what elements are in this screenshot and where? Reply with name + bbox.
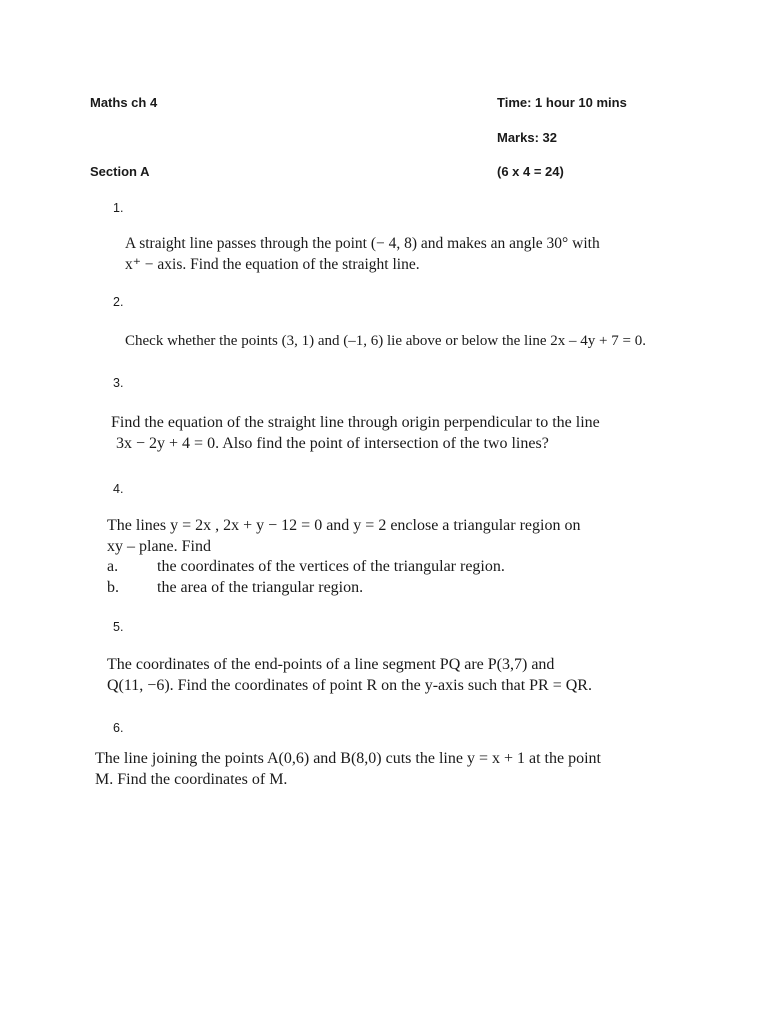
total-marks: Marks: 32 [497, 130, 557, 145]
question-1-line-2: x⁺ − axis. Find the equation of the straight line. [125, 256, 420, 273]
question-4-part-a-text: the coordinates of the vertices of the triangular region. [157, 558, 505, 575]
question-4-text [107, 516, 580, 598]
section-heading: Section A [90, 164, 150, 179]
question-4-number: 4. [113, 482, 124, 496]
question-6-line-2: M. Find the coordinates of M. [95, 771, 288, 788]
question-5-text [107, 654, 592, 696]
question-3-line-1: Find the equation of the straight line through origin perpendicular to the line [111, 414, 600, 431]
question-4-part-a-letter: a. [107, 558, 119, 575]
question-2-text [125, 331, 646, 352]
time-allowed: Time: 1 hour 10 mins [497, 95, 627, 110]
question-5-line-1: The coordinates of the end-points of a line segment PQ are P(3,7) and [107, 656, 555, 673]
question-3-line-2: 3x − 2y + 4 = 0. Also find the point of intersection of the two lines? [116, 435, 549, 452]
question-4-line-2: xy – plane. Find [107, 537, 211, 555]
question-2-line-1: Check whether the points (3, 1) and (–1, 6) lie above or below the line 2x – 4y + 7 = 0. [125, 333, 646, 349]
question-4-part-b [107, 578, 580, 599]
question-4-part-b-letter: b. [107, 578, 119, 596]
question-5-number: 5. [113, 620, 124, 634]
question-5-line-2: Q(11, −6). Find the coordinates of point R on the y-axis such that PR = QR. [107, 677, 592, 694]
question-3-text [111, 412, 600, 454]
question-6-number: 6. [113, 721, 124, 735]
question-3-number: 3. [113, 376, 124, 390]
section-marks: (6 x 4 = 24) [497, 164, 564, 179]
question-1-text [125, 233, 600, 275]
question-4-line-1: The lines y = 2x , 2x + y − 12 = 0 and y = 2 enclose a triangular region on [107, 517, 581, 534]
question-2-number: 2. [113, 295, 124, 309]
question-1-line-1: A straight line passes through the point (− 4, 8) and makes an angle 30° with [125, 235, 600, 252]
question-1-number: 1. [113, 201, 124, 215]
question-6-text [95, 748, 601, 790]
subject-title: Maths ch 4 [90, 95, 158, 110]
question-6-line-1: The line joining the points A(0,6) and B(8,0) cuts the line y = x + 1 at the point [95, 750, 601, 767]
question-4-part-b-text: the area of the triangular region. [157, 578, 364, 596]
question-4-part-a [107, 557, 580, 578]
